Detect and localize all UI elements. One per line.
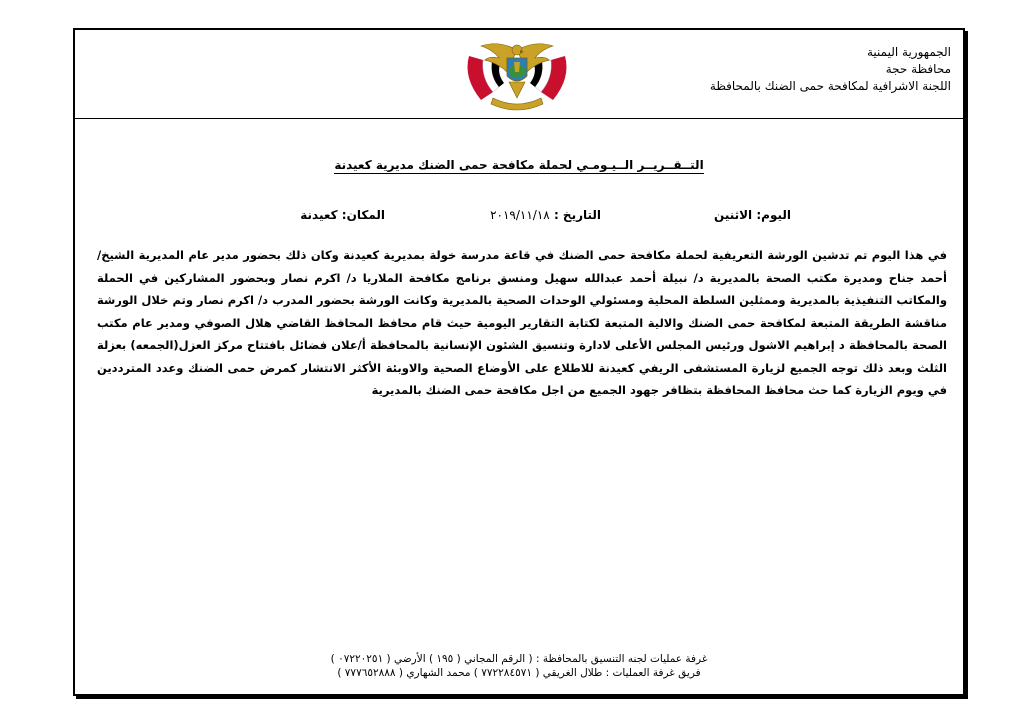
date-field — [490, 208, 601, 222]
report-body: في هذا اليوم تم تدشين الورشة التعريفية لحملة مكافحة حمى الضنك في قاعة مدرسة خولة بمديرية كعيدنة وكان ذلك بحضور مدير عام المديرية الشيخ/ أحمد جناح ومديرة مكتب الصحة بالمديرية د/ نبيلة أحمد عبدالله سهيل ومنسق برنامج مكافحة الملاريا د/ اكرم نصار وبحضور المشاركين في الحملة والمكاتب التنفيذية بالمديرية وممثلين السلطة المحلية ومسئولي الوحدات الصحية بالمديرية وكانت الورشة بحضور المدرب د/ اكرم نصار وتم خلال الورشة مناقشة الطريقة المتبعة لمكافحة حمى الضنك والالية المتبعة لكتابة التقارير اليومية حيث قام محافظ المحافظ القاضي هلال الصوفي ومدير عام مكتب الصحة بالمحافظة د إبراهيم الاشول ورئيس المجلس الأعلى لادارة وتنسيق الشئون الإنسانية بالمحافظة أ/علان فضائل بافتتاح مركز العزل(الجمعه) بعزلة الثلث وبعد ذلك توجه الجميع لزيارة المستشفى الريفي كعيدنة للاطلاع على الأوضاع الصحية والاوبئة الأكثر الانتشار كمرض حمى الضنك وعدد المترددين في ويوم الزيارة كما حث محافظ المحافظة بتظافر جهود الجميع من اجل مكافحة حمى الضنك بالمديرية — [97, 248, 947, 397]
operations-room-contact: غرفة عمليات لجنه التنسيق بالمحافظة : ( الرقم المجاني ( ١٩٥ ) الأرضي ( ٠٧٢٢٠٢٥١ ) — [330, 653, 708, 665]
day-label: اليوم: — [756, 208, 791, 222]
yemen-eagle-emblem-icon — [459, 38, 575, 116]
operations-team-contact: فريق غرفة العمليات : طلال الغريقي ( ٧٧٢٢٨٤٥٧١ ) محمد الشهاري ( ٧٧٧٦٥٢٨٨٨ ) — [337, 667, 701, 679]
place-label: المكان: — [341, 208, 385, 222]
date-label: التاريخ : — [553, 208, 601, 222]
place-value: كعيدنة — [300, 208, 338, 222]
place-field — [300, 208, 385, 222]
report-title: التــقــريــر الــيـومـي لحملة مكافحة حمى الضنك مديرية كعيدنة — [334, 158, 704, 172]
country-name: الجمهورية اليمنية — [866, 45, 951, 59]
day-field — [714, 208, 791, 222]
shield-tree — [514, 62, 520, 72]
letterhead — [710, 44, 951, 95]
committee-name: اللجنة الاشرافية لمكافحة حمى الضنك بالمحافظة — [709, 79, 951, 93]
emblem-scroll — [491, 98, 543, 110]
day-value: الاثنين — [714, 208, 753, 222]
document-frame — [73, 28, 965, 696]
date-value: ٢٠١٩/١١/١٨ — [490, 208, 550, 222]
eagle-head — [512, 45, 522, 55]
header-divider — [75, 118, 963, 119]
governorate-name: محافظة حجة — [885, 62, 951, 76]
report-footer — [75, 652, 963, 680]
eagle-tail — [509, 82, 525, 98]
